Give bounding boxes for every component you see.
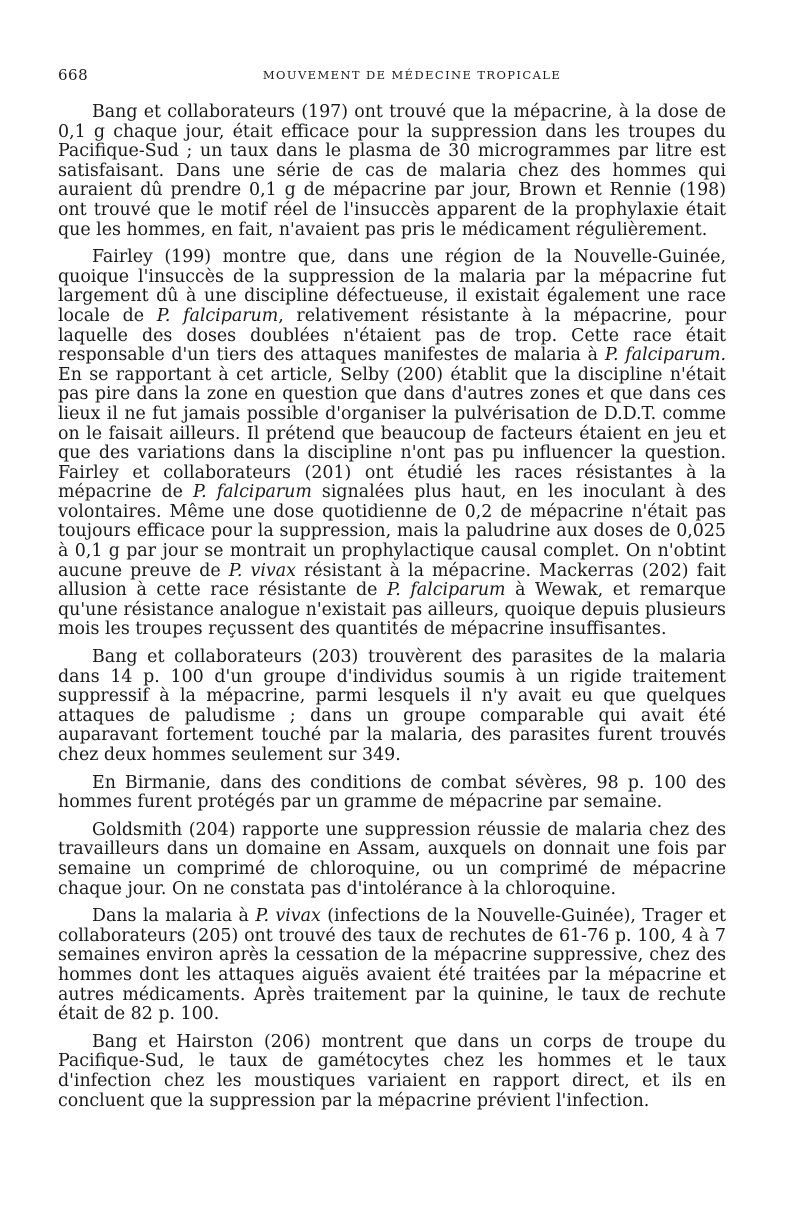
running-title: MOUVEMENT DE MÉDECINE TROPICALE: [262, 68, 562, 82]
text-run: résistant à la mépacrine. Mackerras (202) fait allusion à cette race résistante de: [58, 560, 726, 601]
text-run: (infections de la Nouvelle-Guinée), Trager et collaborateurs (205) ont trouvé des taux de rechutes de 61-76 p. 100, 4 à 7 semaines environ après la cessation de la mépacrine suppressive, chez des hommes dont les attaques aiguës avaient été traitées par la mépacrine et autres médicaments. Après traitement par la quinine, le taux de rechute était de 82 p. 100.: [58, 906, 726, 1025]
paragraph-5: [58, 821, 726, 899]
text-run: En Birmanie, dans des conditions de combat sévères, 98 p. 100 des hommes furent protégés par un gramme de mépacrine par semaine.: [58, 772, 726, 813]
paragraph-6: [58, 907, 726, 1025]
paragraph-4: [58, 774, 726, 813]
italic-text: P. vivax: [228, 560, 296, 581]
paragraph-1: [58, 103, 726, 240]
paragraph-3: [58, 648, 726, 766]
italic-text: P. falciparum.: [604, 345, 726, 366]
paragraph-2: [58, 248, 726, 640]
text-run: Fairley (199) montre que, dans une région de la Nouvelle-Guinée, quoique l'insuccès de la suppression de la malaria par la mépacrine fut largement dû à une discipline défectueuse, il existait également une race locale de: [58, 247, 726, 326]
paragraph-7: [58, 1033, 726, 1111]
body-text: [58, 103, 726, 1111]
text-run: à Wewak, et remarque qu'une résistance analogue n'existait pas ailleurs, quoique depuis plusieurs mois les troupes reçussent des quantités de mépacrine insuffisantes.: [58, 580, 726, 640]
text-run: En se rapportant à cet article, Selby (200) établit que la discipline n'était pas pire dans la zone en question que dans d'autres zones et que dans ces lieux il ne fut jamais possible d'organiser la pulvérisation de D.D.T. comme on le faisait ailleurs. Il prétend que beaucoup de facteurs étaient en jeu et que des variations dans la discipline n'ont pas pu influencer la question. Fairley et collaborateurs (201) ont étudié les races résistantes à la mépacrine de: [58, 364, 726, 503]
text-run: Dans la malaria à: [92, 906, 256, 927]
text-run: Bang et Hairston (206) montrent que dans un corps de troupe du Pacifique-Sud, le taux de gamétocytes chez les hommes et le taux d'infection chez les moustiques variaient en rapport direct, et ils en concluent que la suppression par la mépacrine prévient l'infection.: [58, 1031, 726, 1111]
page-number: 668: [58, 66, 89, 84]
italic-text: P. falciparum: [156, 305, 279, 326]
italic-text: P. vivax: [255, 906, 321, 927]
page-header: [58, 66, 726, 88]
text-run: Bang et collaborateurs (203) trouvèrent des parasites de la malaria dans 14 p. 100 d'un groupe d'individus soumis à un rigide traitement suppressif à la mépacrine, parmi lesquels il n'y avait eu que quelques attaques de paludisme ; dans un groupe comparable qui avait été auparavant fortement touché par la malaria, des parasites furent trouvés chez deux hommes seulement sur 349.: [58, 647, 726, 765]
text-run: Goldsmith (204) rapporte une suppression réussie de malaria chez des travailleurs dans un domaine en Assam, auxquels on donnait une fois par semaine un comprimé de chloroquine, ou un comprimé de mépacrine chaque jour. On ne constata pas d'intolérance à la chloroquine.: [58, 819, 726, 899]
italic-text: P. falciparum: [387, 580, 506, 601]
text-run: Bang et collaborateurs (197) ont trouvé que la mépacrine, à la dose de 0,1 g chaque jour, était efficace pour la suppression dans les troupes du Pacifique-Sud ; un taux dans le plasma de 30 microgrammes par litre est satisfaisant. Dans une série de cas de malaria chez des hommes qui auraient dû prendre 0,1 g de mépacrine par jour, Brown et Rennie (198) ont trouvé que le motif réel de l'insuccès apparent de la prophylaxie était que les hommes, en fait, n'avaient pas pris le médicament régulièrement.: [58, 102, 726, 240]
text-run: , relativement résistante à la mépacrine, pour laquelle des doses doublées n'étaient pas de trop. Cette race était responsable d'un tiers des attaques manifestes de malaria à: [58, 305, 727, 366]
text-run: signalées plus haut, en les inoculant à des volontaires. Même une dose quotidienne de 0,2 de mépacrine n'était pas toujours efficace pour la suppression, mais la paludrine aux doses de 0,025 à 0,1 g par jour se montrait un prophylactique causal complet. On n'obtint aucune preuve de: [58, 482, 726, 581]
italic-text: P. falciparum: [192, 482, 312, 503]
